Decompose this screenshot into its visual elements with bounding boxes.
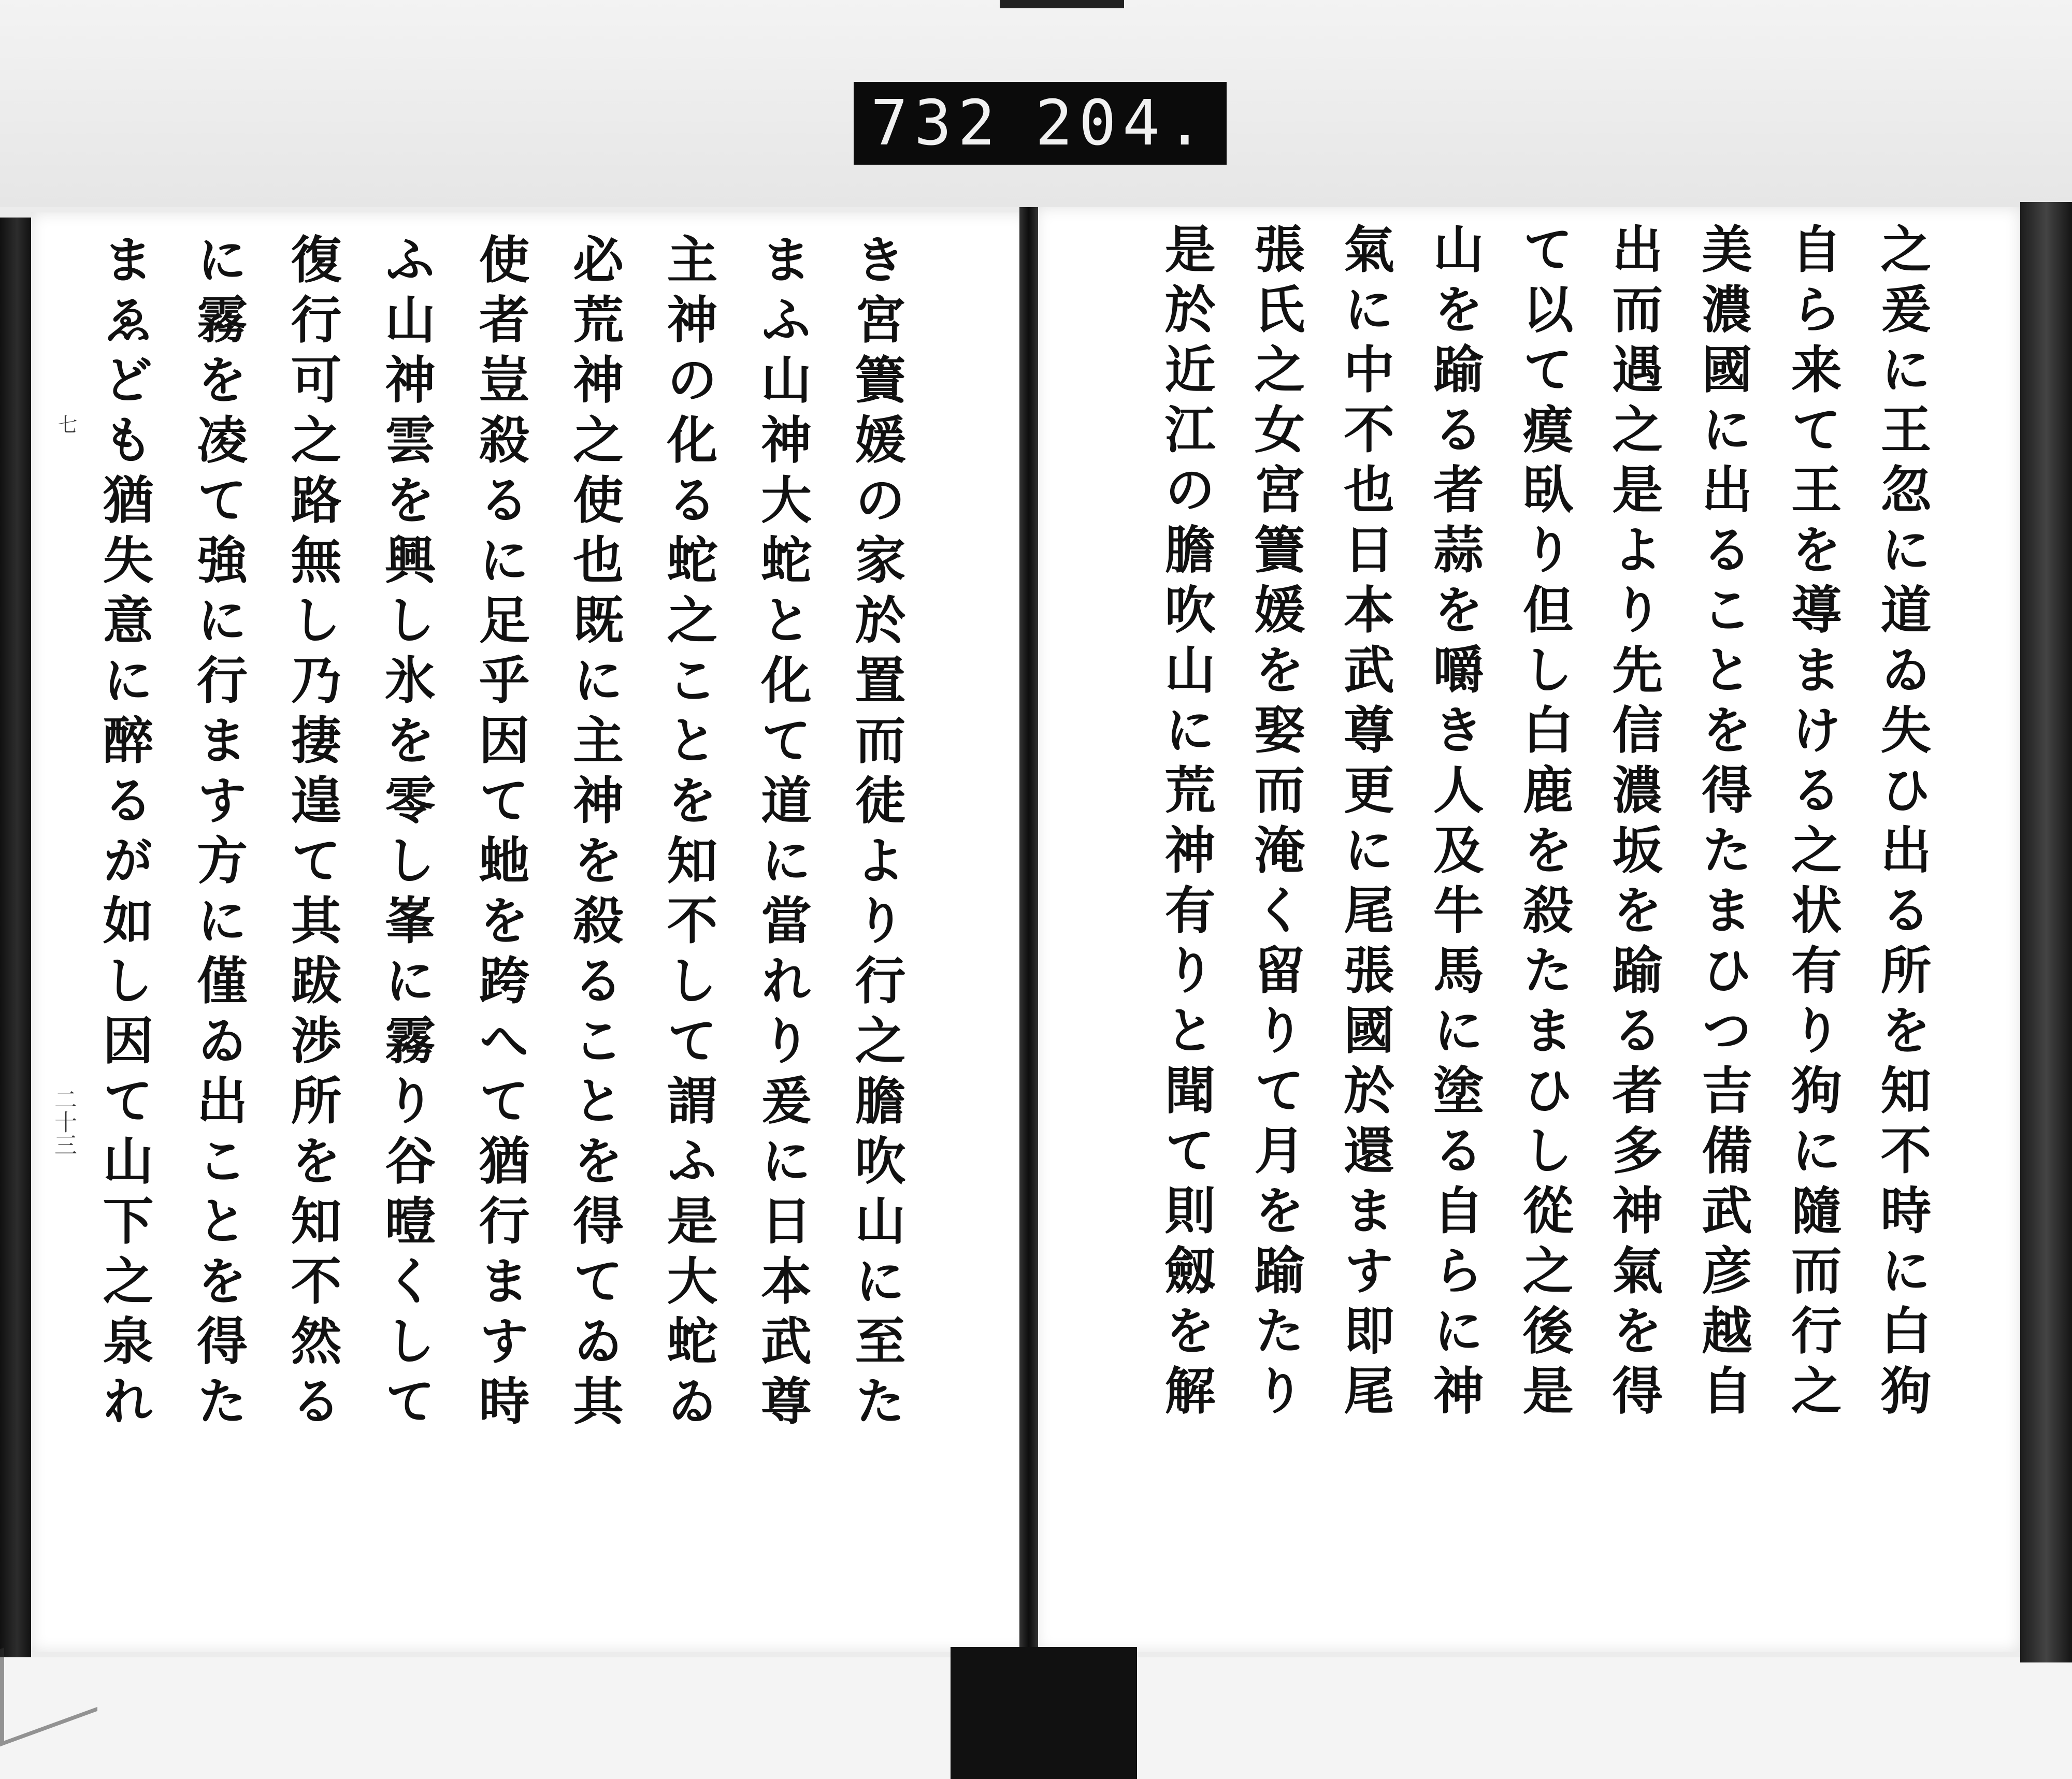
margin-folio-upper: 七 [54,414,77,434]
spine-bottom-block [951,1647,1137,1779]
text-column: に霧を凌て強に行ます方に僅ゐ出ことを得た [188,233,248,1435]
text-column: 張氏之女宮簀媛を娶而淹く留りて月を踰たり [1245,223,1305,1424]
text-column: 必荒神之使也既に主神を殺ることを得てゐ其 [564,233,624,1435]
book-gutter [1019,207,1038,1779]
text-column: ふ山神雲を興し氷を零し峯に霧り谷曀くして [376,233,436,1435]
text-column: 使者豈殺るに足乎因て虵を跨へて猶行ます時 [470,233,530,1435]
text-column: 主神の化る蛇之ことを知不して謂ふ是大蛇ゐ [658,233,718,1435]
right-page-text [1156,223,1932,1424]
left-page-text [94,233,906,1435]
text-column: き宮簀媛の家於置而徒より行之膽吹山に至た [846,233,906,1435]
film-label-right: 204. [1035,87,1210,160]
text-column: 復行可之路無し乃捿遑て其跋渉所を知不然る [282,233,342,1435]
left-cover-edge [0,218,31,1657]
text-column: 出而遇之是より先信濃坂を踰る者多神氣を得 [1603,223,1663,1424]
text-column: 是於近江の膽吹山に荒神有りと聞て則劔を解 [1156,223,1216,1424]
film-frame-label [854,82,1227,165]
text-column: て以て瘼臥り但し白鹿を殺たまひし從之後是 [1514,223,1574,1424]
text-column: 自ら来て王を導まける之状有り狗に隨而行之 [1782,223,1843,1424]
text-column: まふ山神大蛇と化て道に當れり爰に日本武尊 [752,233,812,1435]
top-edge-mark [1000,0,1124,8]
film-label-left: 732 [870,87,1002,160]
margin-folio-lower: 二十三 [50,1088,77,1156]
text-column: 氣に中不也日本武尊更に尾張國於還ます即尾 [1335,223,1395,1424]
text-column: 美濃國に出ることを得たまひつ吉備武彦越自 [1693,223,1753,1424]
text-column: 之爰に王忽に道ゐ失ひ出る所を知不時に白狗 [1872,223,1932,1424]
right-cover-edge [2020,202,2072,1662]
text-column: 山を踰る者蒜を嚼き人及牛馬に塗る自らに神 [1424,223,1485,1424]
text-column: まゑども猶失意に醉るが如し因て山下之泉れ [94,233,154,1435]
